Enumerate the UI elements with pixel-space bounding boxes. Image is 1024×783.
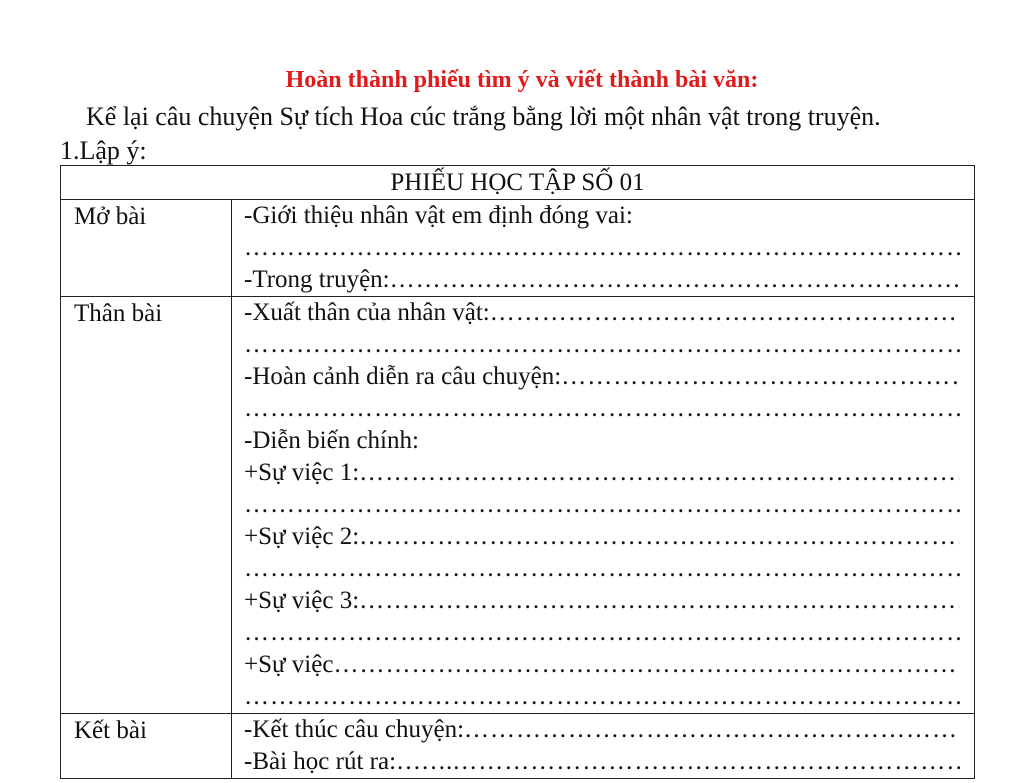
fill-line[interactable]	[244, 232, 960, 264]
dotted-blank	[333, 649, 960, 681]
prompt-text: +Sự việc 1:	[244, 459, 360, 486]
dotted-blank	[244, 617, 960, 649]
dotted-blank	[464, 714, 960, 746]
fill-line[interactable]	[244, 489, 960, 521]
prompt-text: -Bài học rút ra:…….	[244, 748, 453, 775]
prompt-text: -Trong truyện:	[244, 266, 390, 293]
dotted-blank	[561, 361, 960, 393]
fill-line[interactable]	[244, 264, 960, 296]
dotted-blank	[244, 681, 960, 713]
prompt-text: -Kết thúc câu chuyện:	[244, 716, 465, 743]
dotted-blank	[359, 457, 960, 489]
row-label-ket-bai: Kết bài	[61, 714, 232, 779]
dotted-blank	[244, 489, 960, 521]
worksheet-table	[60, 165, 975, 779]
fill-line[interactable]	[244, 457, 960, 489]
dotted-blank	[244, 329, 960, 361]
fill-line[interactable]	[244, 329, 960, 361]
prompt-text: -Diễn biến chính:	[244, 427, 419, 454]
worksheet-header-row	[61, 166, 975, 200]
prompt-text: +Sự việc 2:	[244, 523, 360, 550]
row-label-than-bai: Thân bài	[61, 297, 232, 714]
fill-line[interactable]	[244, 553, 960, 585]
fill-line[interactable]	[244, 361, 960, 393]
dotted-blank	[244, 553, 960, 585]
prompt-text: -Xuất thân của nhân vật:	[244, 299, 490, 326]
fill-line	[244, 425, 960, 457]
prompt-text: -Hoàn cảnh diễn ra câu chuyện:	[244, 363, 562, 390]
row-content-mo-bai	[232, 200, 975, 297]
dotted-blank	[244, 232, 960, 264]
prompt-text: +Sự việc 3:	[244, 587, 360, 614]
document-title: Hoàn thành phiếu tìm ý và viết thành bài văn:	[285, 67, 759, 93]
row-content-ket-bai	[232, 714, 975, 779]
table-row	[61, 297, 975, 714]
prompt-text: -Giới thiệu nhân vật em định đóng vai:	[244, 202, 633, 229]
fill-line[interactable]	[244, 714, 960, 746]
worksheet-header: PHIẾU HỌC TẬP SỐ 01	[61, 166, 975, 200]
dotted-blank	[633, 200, 960, 232]
dotted-blank	[419, 425, 960, 457]
fill-line[interactable]	[244, 521, 960, 553]
dotted-blank	[244, 393, 960, 425]
dotted-blank	[390, 264, 960, 296]
dotted-blank	[490, 297, 960, 329]
fill-line[interactable]	[244, 393, 960, 425]
dotted-blank	[359, 521, 960, 553]
dotted-blank	[452, 746, 960, 778]
fill-line[interactable]	[244, 746, 960, 778]
table-row	[61, 200, 975, 297]
fill-line[interactable]	[244, 617, 960, 649]
fill-line[interactable]	[244, 585, 960, 617]
fill-line[interactable]	[244, 681, 960, 713]
row-label-mo-bai: Mở bài	[61, 200, 232, 297]
table-row	[61, 714, 975, 779]
fill-line[interactable]	[244, 649, 960, 681]
prompt-text: +Sự việc	[244, 651, 334, 678]
dotted-blank	[359, 585, 960, 617]
row-content-than-bai	[232, 297, 975, 714]
assignment-prompt: Kể lại câu chuyện Sự tích Hoa cúc trắng bằng lời một nhân vật trong truyện.	[86, 102, 881, 131]
fill-line[interactable]	[244, 200, 960, 232]
section-label: 1.Lập ý:	[60, 136, 147, 165]
fill-line[interactable]	[244, 297, 960, 329]
